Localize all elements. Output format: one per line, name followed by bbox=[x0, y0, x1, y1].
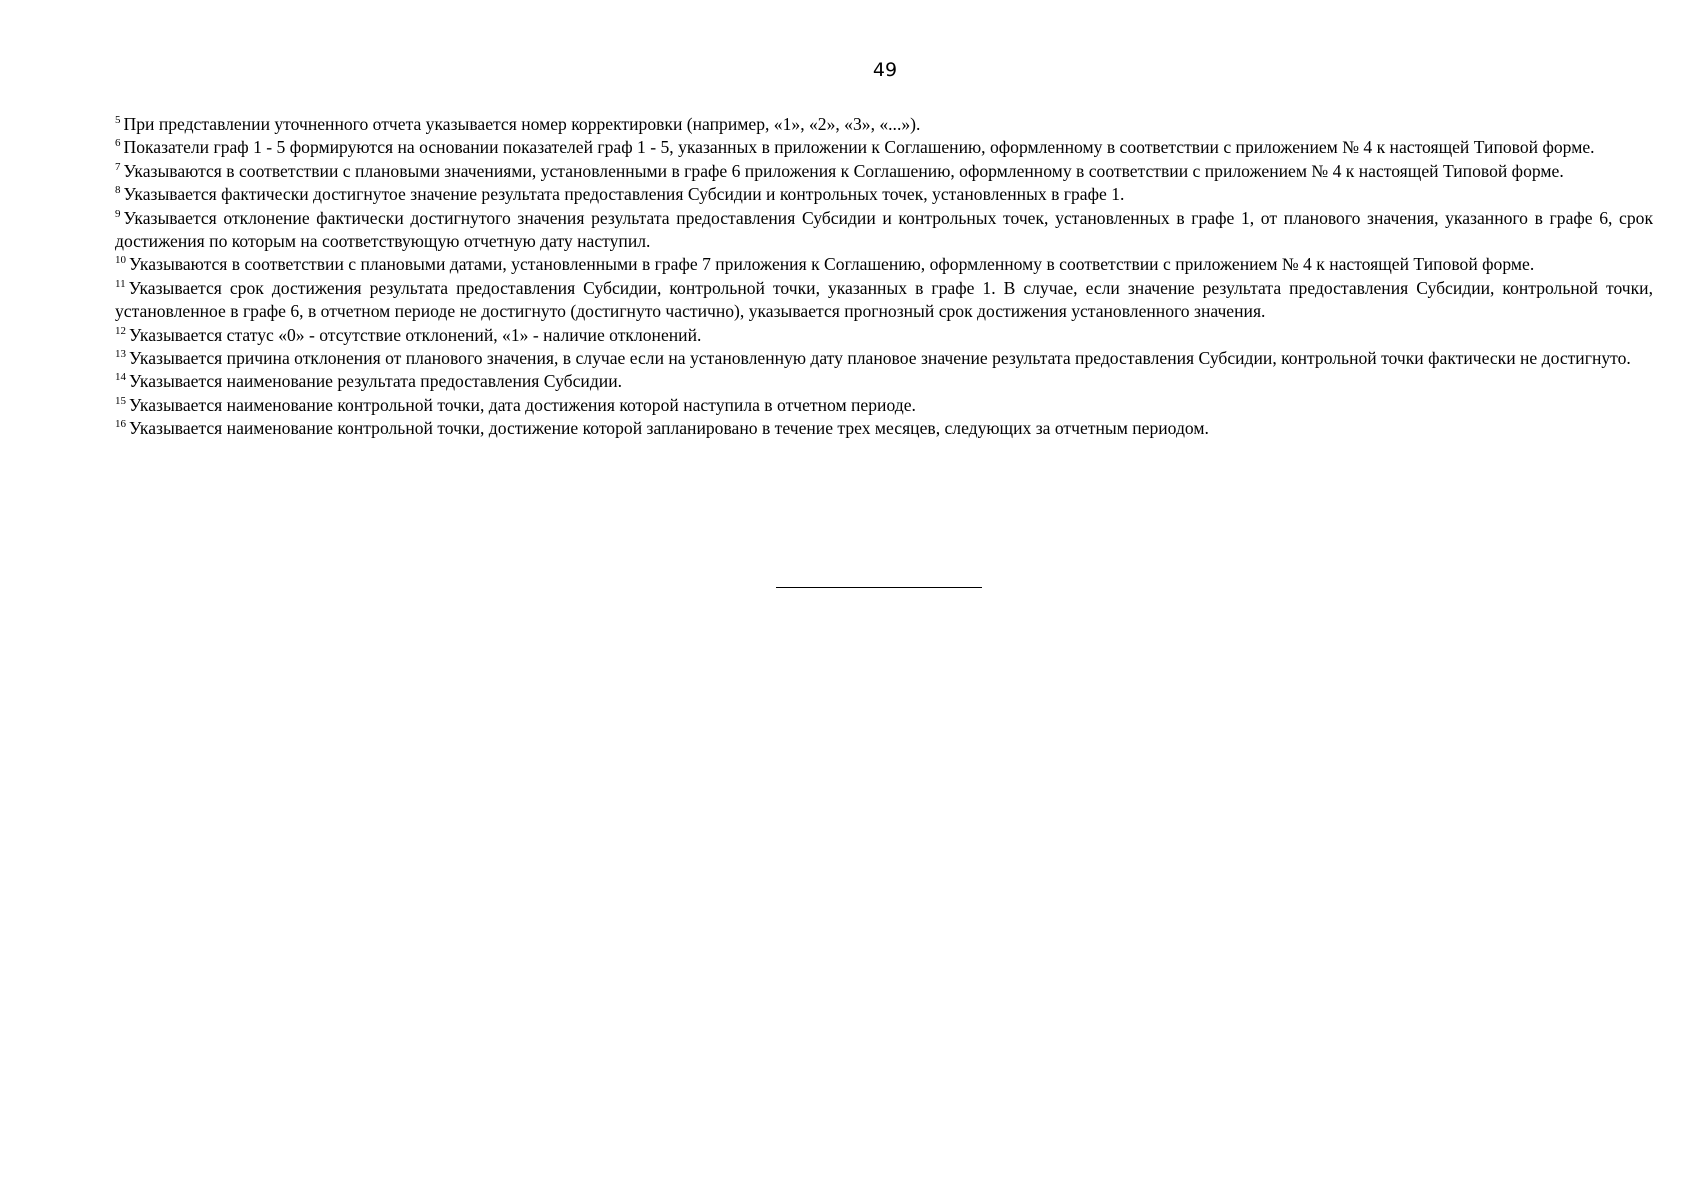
footnote-12 bbox=[115, 324, 1653, 347]
footnote-text: Указываются в соответствии с плановыми значениями, установленными в графе 6 приложения к Соглашению, оформленному в соответствии с приложением № 4 к настоящей Типовой форме. bbox=[123, 160, 1564, 181]
footnote-9 bbox=[115, 207, 1653, 254]
footnote-text: Указывается наименование контрольной точки, дата достижения которой наступила в отчетном периоде. bbox=[129, 394, 916, 415]
page-number: 49 bbox=[872, 59, 898, 81]
footnote-text: Указывается наименование результата предоставления Субсидии. bbox=[129, 371, 623, 392]
footnote-text: Указывается статус «0» - отсутствие отклонений, «1» - наличие отклонений. bbox=[129, 324, 702, 345]
footnote-text: Указывается фактически достигнутое значение результата предоставления Субсидии и контрольных точек, установленных в графе 1. bbox=[123, 184, 1125, 205]
footnote-13 bbox=[115, 347, 1653, 370]
footnote-mark: 8 bbox=[115, 184, 121, 197]
footnote-16 bbox=[115, 417, 1653, 440]
end-of-notes-divider bbox=[776, 587, 982, 588]
footnote-mark: 12 bbox=[115, 324, 126, 337]
footnote-mark: 13 bbox=[115, 348, 126, 361]
footnote-text: Показатели граф 1 - 5 формируются на основании показателей граф 1 - 5, указанных в приложении к Соглашению, оформленному в соответствии с приложением № 4 к настоящей Типовой форме. bbox=[123, 137, 1595, 158]
footnote-text: Указывается наименование контрольной точки, достижение которой запланировано в течение трех месяцев, следующих за отчетным периодом. bbox=[129, 418, 1209, 439]
footnote-mark: 15 bbox=[115, 394, 126, 407]
footnote-5 bbox=[115, 113, 1653, 136]
footnote-mark: 9 bbox=[115, 207, 121, 220]
footnote-8 bbox=[115, 183, 1653, 206]
footnote-text: Указывается причина отклонения от планового значения, в случае если на установленную дату плановое значение результата предоставления Субсидии, контрольной точки фактически не достигнуто. bbox=[129, 348, 1631, 369]
footnote-text: Указывается срок достижения результата предоставления Субсидии, контрольной точки, указанных в графе 1. В случае, если значение результата предоставления Субсидии, контрольной точки, установленное в графе 6, в отчетном периоде не достигнуто (достигнуто частично), указывается прогнозный срок достижения установленного значения. bbox=[115, 277, 1653, 322]
footnote-mark: 6 bbox=[115, 137, 121, 150]
footnote-mark: 14 bbox=[115, 371, 126, 384]
footnote-text: При представлении уточненного отчета указывается номер корректировки (например, «1», «2», «3», «...»). bbox=[123, 114, 921, 134]
footnote-mark: 16 bbox=[115, 418, 126, 431]
footnote-mark: 11 bbox=[115, 277, 126, 290]
footnote-6 bbox=[115, 136, 1653, 159]
footnote-mark: 10 bbox=[115, 254, 126, 267]
footnote-mark: 5 bbox=[115, 114, 121, 126]
footnote-10 bbox=[115, 253, 1653, 276]
footnotes-list bbox=[115, 113, 1653, 441]
footnote-text: Указывается отклонение фактически достигнутого значения результата предоставления Субсидии и контрольных точек, установленных в графе 1, от планового значения, указанного в графе 6, срок достижения по которым на соответствующую отчетную дату наступил. bbox=[115, 207, 1653, 252]
footnote-mark: 7 bbox=[115, 160, 121, 173]
footnote-11 bbox=[115, 277, 1653, 324]
footnote-7 bbox=[115, 160, 1653, 183]
footnote-text: Указываются в соответствии с плановыми датами, установленными в графе 7 приложения к Соглашению, оформленному в соответствии с приложением № 4 к настоящей Типовой форме. bbox=[129, 254, 1535, 275]
footnote-15 bbox=[115, 394, 1653, 417]
footnote-14 bbox=[115, 370, 1653, 393]
